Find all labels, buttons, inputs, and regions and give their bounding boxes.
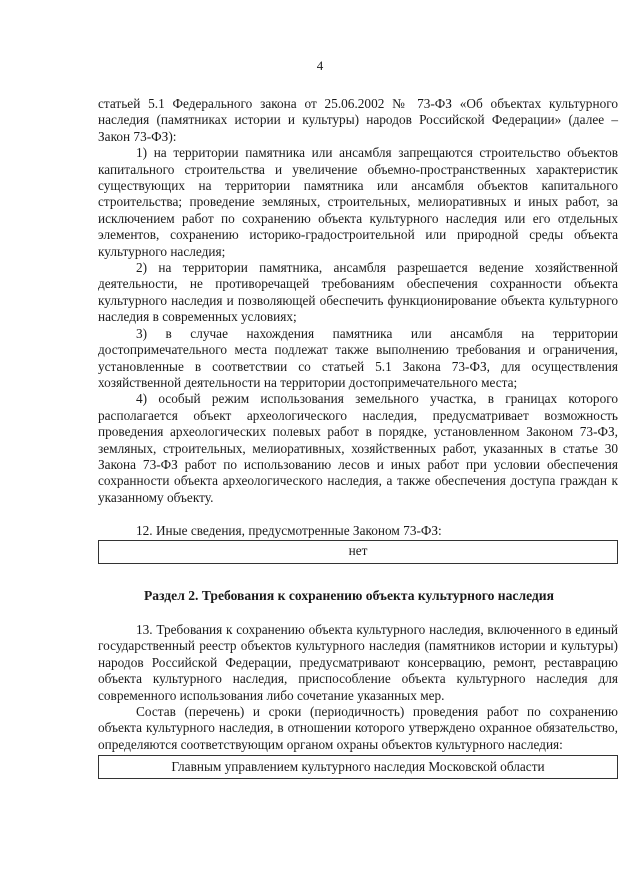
list-item-3: 3) в случае нахождения памятника или ансамбля на территории достопримечательного места подлежат также выполнению требования и ограничения, установленные в соответствии со статьей 5.1 Закона 73-ФЗ, для осуществления хозяйственной деятельности на территории достопримечательного места; <box>98 325 618 390</box>
document-body <box>98 96 618 779</box>
list-item-1: 1) на территории памятника или ансамбля запрещаются строительство объектов капитального строительства и увеличение объемно-пространственных характеристик существующих на территории памятника или ансамбля объектов капитального строительства; проведение земляных, строительных, мелиоративных и иных работ, за исключением работ по сохранению объекта культурного наследия или его отдельных элементов, сохранению историко-градостроительной или природной среды объекта культурного наследия; <box>98 145 618 259</box>
list-item-2: 2) на территории памятника, ансамбля разрешается ведение хозяйственной деятельности, не противоречащей требованиям обеспечения сохранности объекта культурного наследия и позволяющей обеспечить функционирование объекта культурного наследия в современных условиях; <box>98 260 618 325</box>
intro-paragraph: статьей 5.1 Федерального закона от 25.06.2002 № 73-ФЗ «Об объектах культурного наследия (памятниках истории и культуры) народов Российской Федерации» (далее – Закон 73-ФЗ): <box>98 96 618 144</box>
page-number: 4 <box>316 58 324 73</box>
section-2-heading: Раздел 2. Требования к сохранению объекта культурного наследия <box>143 587 554 603</box>
authority-name: Главным управлением культурного наследия Московской области <box>171 759 545 775</box>
item-13-paragraph: 13. Требования к сохранению объекта культурного наследия, включенного в единый государственный реестр объектов культурного наследия (памятников истории и культуры) народов Российской Федерации, предусматривают консервацию, ремонт, реставрацию объекта культурного наследия, приспособление объекта культурного наследия для современного использования либо сочетание указанных мер. <box>98 621 618 703</box>
item-12-value: нет <box>348 543 368 559</box>
composition-paragraph: Состав (перечень) и сроки (периодичность) проведения работ по сохранению объекта культурного наследия, в отношении которого утверждено охранное обязательство, определяются соответствующим органом охраны объектов культурного наследия: <box>98 704 618 752</box>
item-12-label: 12. Иные сведения, предусмотренные Законом 73-ФЗ: <box>136 523 442 539</box>
authority-box <box>98 755 618 779</box>
list-item-4: 4) особый режим использования земельного участка, в границах которого располагается объект археологического наследия, предусматривает возможность проведения археологических полевых работ в порядке, установленном Законом 73-ФЗ, земляных, строительных, мелиоративных, хозяйственных работ, указанных в статье 30 Закона 73-ФЗ работ по использованию лесов и иных работ при условии обеспечения сохранности объекта археологического наследия, а также обеспечения доступа граждан к указанному объекту. <box>98 391 618 505</box>
item-12-value-box <box>98 540 618 564</box>
